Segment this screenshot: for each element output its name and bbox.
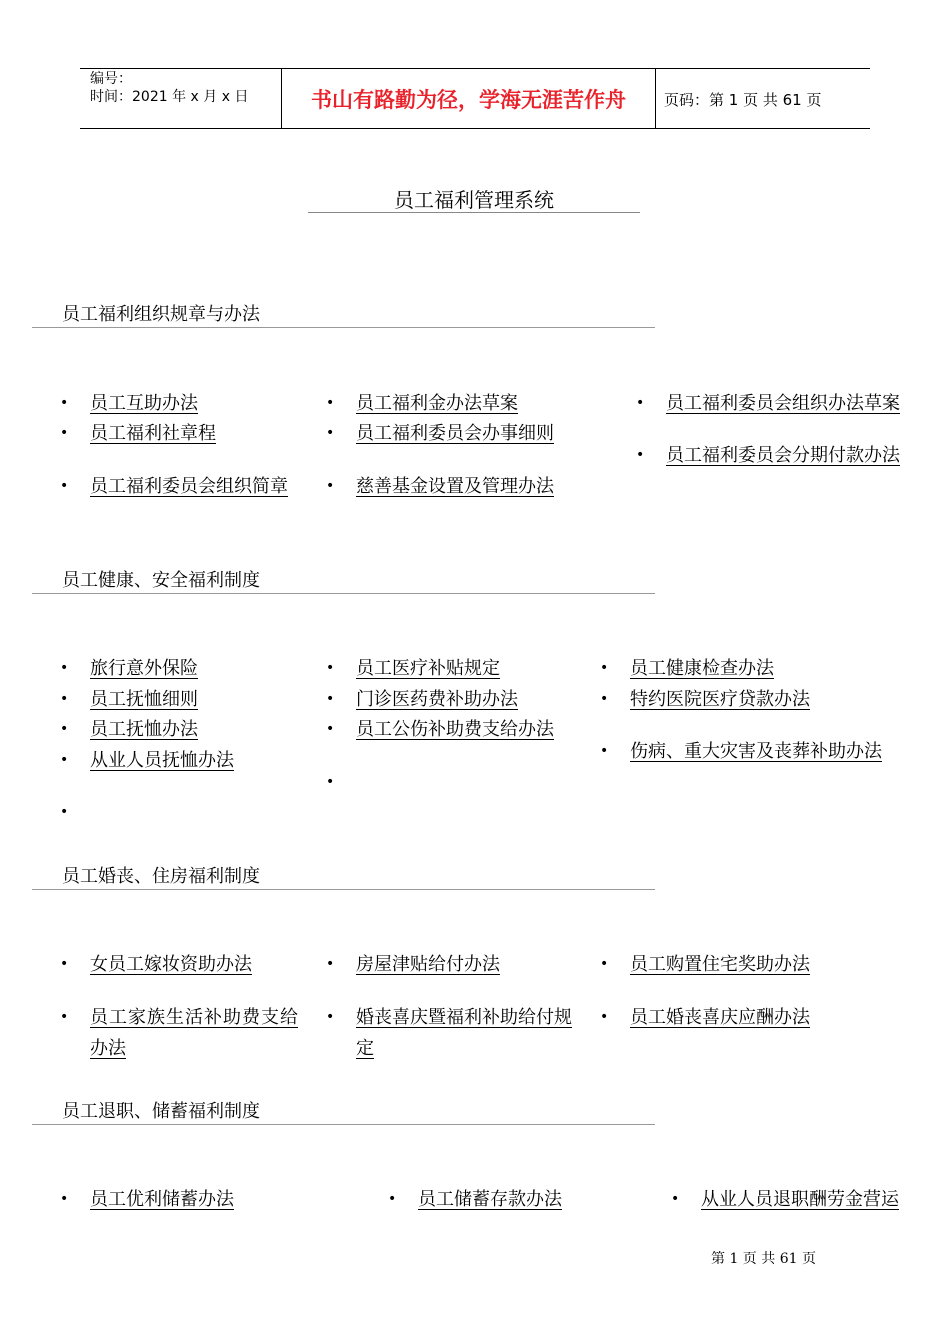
section-rule: [32, 1124, 655, 1125]
item-link[interactable]: 员工互助办法: [90, 393, 198, 414]
page-title: 员工福利管理系统: [394, 188, 554, 212]
empty-bullet: •: [60, 804, 69, 820]
list-item[interactable]: • 员工婚丧喜庆应酬办法: [600, 1007, 810, 1028]
list-item[interactable]: • 从业人员退职酬劳金营运: [671, 1189, 899, 1210]
section-title: 员工福利组织规章与办法: [62, 304, 260, 325]
item-link[interactable]: 员工抚恤办法: [90, 719, 198, 740]
list-item[interactable]: • 员工福利社章程: [60, 423, 216, 444]
header-top-rule: [80, 68, 870, 69]
list-item[interactable]: • 员工优利储蓄办法: [60, 1189, 234, 1210]
item-link[interactable]: 从业人员抚恤办法: [90, 750, 234, 771]
list-item[interactable]: • 女员工嫁妆资助办法: [60, 954, 252, 975]
item-link[interactable]: 员工抚恤细则: [90, 689, 198, 710]
list-item[interactable]: • 门诊医药费补助办法: [326, 689, 518, 710]
list-item[interactable]: • 员工互助办法: [60, 393, 198, 414]
list-item[interactable]: • 员工福利委员会办事细则: [326, 423, 554, 444]
item-link[interactable]: 员工购置住宅奖助办法: [630, 954, 810, 975]
item-link[interactable]: 员工福利委员会办事细则: [356, 423, 554, 444]
list-item[interactable]: • 房屋津贴给付办法: [326, 954, 500, 975]
item-link[interactable]: 慈善基金设置及管理办法: [356, 476, 554, 497]
date-line: 时间：2021 年 x 月 x 日: [90, 89, 249, 105]
header-bottom-rule: [80, 128, 870, 129]
list-item[interactable]: • 慈善基金设置及管理办法: [326, 476, 554, 497]
list-item[interactable]: • 员工福利委员会组织简章: [90, 471, 298, 502]
list-item[interactable]: • 员工抚恤办法: [60, 719, 198, 740]
list-item[interactable]: • 员工福利委员会分期付款办法: [636, 445, 900, 466]
item-link[interactable]: 员工福利委员会组织简章: [90, 476, 288, 497]
list-item[interactable]: • 伤病、重大灾害及丧葬补助办法: [600, 741, 882, 762]
list-item[interactable]: • 员工公伤补助费支给办法: [326, 719, 554, 740]
item-link[interactable]: 婚丧喜庆暨福利补助给付规定: [356, 1007, 572, 1059]
title-underline: [308, 212, 640, 213]
section-title: 员工退职、储蓄福利制度: [62, 1101, 260, 1122]
item-link[interactable]: 员工优利储蓄办法: [90, 1189, 234, 1210]
page-footer: 第 1 页 共 61 页: [711, 1251, 816, 1267]
item-link[interactable]: 员工福利社章程: [90, 423, 216, 444]
item-link[interactable]: 旅行意外保险: [90, 658, 198, 679]
header-meta: [90, 70, 248, 106]
item-link[interactable]: 员工福利金办法草案: [356, 393, 518, 414]
item-link[interactable]: 女员工嫁妆资助办法: [90, 954, 252, 975]
list-item[interactable]: • 旅行意外保险: [60, 658, 198, 679]
header-divider: [655, 69, 656, 128]
list-item[interactable]: • 员工储蓄存款办法: [388, 1189, 562, 1210]
list-item[interactable]: • 员工医疗补贴规定: [326, 658, 500, 679]
list-item[interactable]: • 员工福利金办法草案: [326, 393, 518, 414]
item-link[interactable]: 员工健康检查办法: [630, 658, 774, 679]
list-item[interactable]: • 员工健康检查办法: [600, 658, 774, 679]
section-title: 员工健康、安全福利制度: [62, 570, 260, 591]
item-link[interactable]: 员工储蓄存款办法: [418, 1189, 562, 1210]
item-link[interactable]: 伤病、重大灾害及丧葬补助办法: [630, 741, 882, 762]
list-item[interactable]: • 婚丧喜庆暨福利补助给付规定: [356, 1002, 572, 1064]
header-motto: 书山有路勤为径，学海无涯苦作舟: [311, 88, 626, 112]
item-link[interactable]: 员工家族生活补助费支给办法: [90, 1007, 298, 1059]
item-link[interactable]: 从业人员退职酬劳金营运: [701, 1189, 899, 1210]
section-rule: [32, 593, 655, 594]
list-item[interactable]: • 员工购置住宅奖助办法: [600, 954, 810, 975]
list-item[interactable]: • 员工抚恤细则: [60, 689, 198, 710]
list-item[interactable]: • 员工福利委员会组织办法草案: [636, 393, 900, 414]
section-rule: [32, 889, 655, 890]
serial-label: 编号：: [90, 71, 132, 87]
item-link[interactable]: 特约医院医疗贷款办法: [630, 689, 810, 710]
list-item[interactable]: • 员工家族生活补助费支给办法: [90, 1002, 298, 1064]
item-link[interactable]: 门诊医药费补助办法: [356, 689, 518, 710]
item-link[interactable]: 房屋津贴给付办法: [356, 954, 500, 975]
item-link[interactable]: 员工婚丧喜庆应酬办法: [630, 1007, 810, 1028]
item-link[interactable]: 员工公伤补助费支给办法: [356, 719, 554, 740]
list-item[interactable]: • 从业人员抚恤办法: [60, 750, 234, 771]
section-rule: [32, 327, 655, 328]
item-link[interactable]: 员工福利委员会组织办法草案: [666, 393, 900, 414]
empty-bullet: •: [326, 774, 335, 790]
header-page-info: 页码：第 1 页 共 61 页: [664, 91, 822, 109]
section-title: 员工婚丧、住房福利制度: [62, 866, 260, 887]
item-link[interactable]: 员工医疗补贴规定: [356, 658, 500, 679]
item-link[interactable]: 员工福利委员会分期付款办法: [666, 445, 900, 466]
list-item[interactable]: • 特约医院医疗贷款办法: [600, 689, 810, 710]
